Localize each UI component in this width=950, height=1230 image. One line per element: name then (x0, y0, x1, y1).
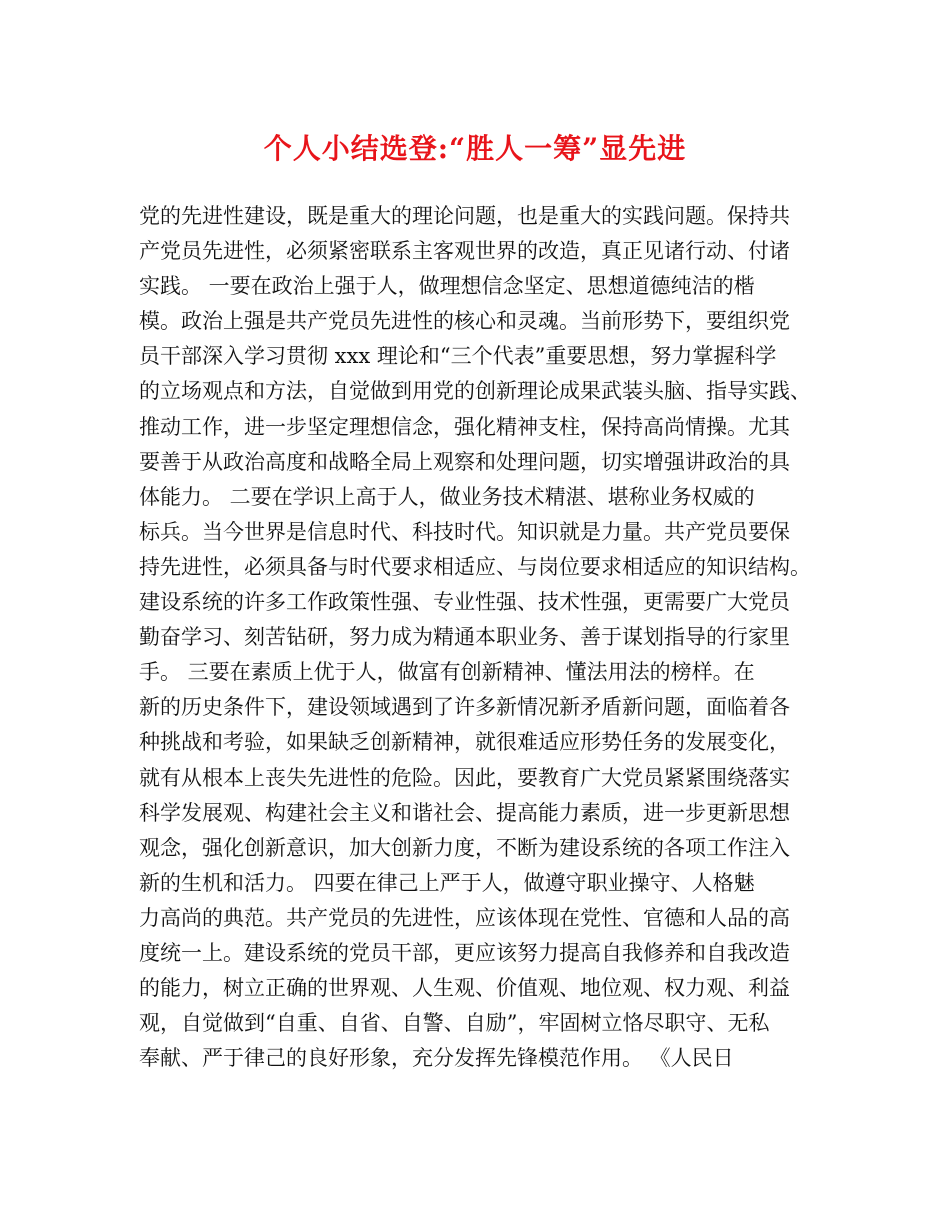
body-line: 推动工作，进一步坚定理想信念，强化精神支柱，保持高尚情操。尤其 (139, 414, 790, 439)
body-line: 种挑战和考验，如果缺乏创新精神，就很难适应形势任务的发展变化， (139, 730, 790, 755)
document-title: 个人小结选登:“胜人一筹”显先进 (263, 132, 687, 165)
body-line: 实践。 一要在政治上强于人，做理想信念坚定、思想道德纯洁的楷 (139, 274, 755, 299)
body-line: 要善于从政治高度和战略全局上观察和处理问题，切实增强讲政治的具 (139, 449, 790, 474)
body-line: 科学发展观、构建社会主义和谐社会、提高能力素质，进一步更新思想 (139, 800, 790, 825)
body-line: 新的历史条件下，建设领域遇到了许多新情况新矛盾新问题，面临着各 (139, 695, 790, 720)
body-line: 体能力。 二要在学识上高于人，做业务技术精湛、堪称业务权威的 (139, 484, 755, 509)
body-line: 新的生机和活力。 四要在律己上严于人，做遵守职业操守、人格魅 (139, 870, 755, 895)
body-line: 就有从根本上丧失先进性的危险。因此，要教育广大党员紧紧围绕落实 (139, 765, 790, 790)
body-line: 建设系统的许多工作政策性强、专业性强、技术性强，更需要广大党员 (139, 590, 790, 615)
body-line: 勤奋学习、刻苦钻研，努力成为精通本职业务、善于谋划指导的行家里 (139, 625, 790, 650)
body-line: 观，自觉做到“自重、自省、自警、自励”，牢固树立恪尽职守、无私 (139, 1011, 770, 1036)
body-line: 员干部深入学习贯彻 xxx 理论和“三个代表”重要思想，努力掌握科学 (139, 344, 777, 369)
body-line: 持先进性，必须具备与时代要求相适应、与岗位要求相适应的知识结构。 (139, 554, 811, 579)
body-line: 力高尚的典范。共产党员的先进性，应该体现在党性、官德和人品的高 (139, 905, 790, 930)
body-line: 标兵。当今世界是信息时代、科技时代。知识就是力量。共产党员要保 (139, 519, 790, 544)
body-line: 模。政治上强是共产党员先进性的核心和灵魂。当前形势下，要组织党 (139, 309, 790, 334)
body-line: 手。 三要在素质上优于人，做富有创新精神、懂法用法的榜样。在 (139, 660, 755, 685)
body-line: 度统一上。建设系统的党员干部，更应该努力提高自我修养和自我改造 (139, 940, 790, 965)
document-body (139, 199, 829, 1076)
body-line: 产党员先进性，必须紧密联系主客观世界的改造，真正见诸行动、付诸 (139, 239, 790, 264)
body-line: 奉献、严于律己的良好形象，充分发挥先锋模范作用。 《人民日 (139, 1046, 734, 1071)
body-line: 的立场观点和方法，自觉做到用党的创新理论成果武装头脑、指导实践、 (139, 379, 811, 404)
body-line: 观念，强化创新意识，加大创新力度，不断为建设系统的各项工作注入 (139, 835, 790, 860)
body-line: 党的先进性建设，既是重大的理论问题，也是重大的实践问题。保持共 (139, 204, 790, 228)
body-line: 的能力，树立正确的世界观、人生观、价值观、地位观、权力观、利益 (139, 976, 790, 1001)
